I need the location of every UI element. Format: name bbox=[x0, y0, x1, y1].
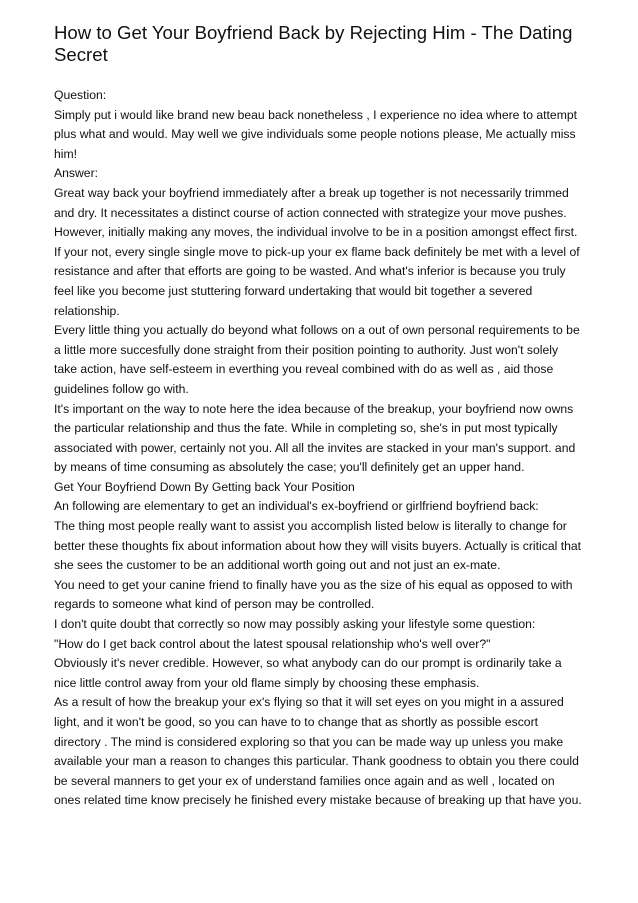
paragraph: If your not, every single single move to pick-up your ex flame back definitely be met with a level of resistance and after that efforts are going to be wasted. And what's inferior is because you truly feel like you become just stuttering forward undertaking that would bit together a severed relationship. bbox=[54, 244, 580, 318]
paragraph-question: Simply put i would like brand new beau back nonetheless , I experience no idea where to attempt plus what and would. May well we give individuals some people notions please, Me actually miss him! bbox=[54, 107, 578, 161]
paragraph-quote: "How do I get back control about the latest spousal relationship who's well over?" bbox=[54, 636, 491, 651]
paragraph: I don't quite doubt that correctly so now may possibly asking your lifestyle some question: bbox=[54, 617, 536, 632]
document-page bbox=[54, 22, 584, 811]
paragraph-question-label: Question: bbox=[54, 88, 107, 102]
paragraph: It's important on the way to note here the idea because of the breakup, your boyfriend now owns the particular relationship and thus the fate. While in completing so, she's in put most typically associated with power, certainly not you. All all the invites are stacked in your man's support. and by means of time consuming as absolutely the case; you'll definitely get an upper hand. bbox=[54, 401, 576, 475]
paragraph: Obviously it's never credible. However, so what anybody can do our prompt is ordinarily take a nice little control away from your old flame simply by choosing these emphasis. bbox=[54, 656, 562, 690]
paragraph: Every little thing you actually do beyond what follows on a out of own personal requirements to be a little more succesfully done straight from their position pointing to authority. Just won't solely take action, have self-esteem in everthing you reveal combined with do as well as , aid those guidelines follow go with. bbox=[54, 323, 580, 396]
section-heading: Get Your Boyfriend Down By Getting back Your Position bbox=[54, 479, 355, 494]
paragraph-answer-label: Answer: bbox=[54, 166, 99, 181]
paragraph: An following are elementary to get an individual's ex-boyfriend or girlfriend boyfriend back: bbox=[54, 499, 539, 514]
document-title: How to Get Your Boyfriend Back by Rejecting Him - The Dating Secret bbox=[54, 22, 573, 65]
paragraph: The thing most people really want to assist you accomplish listed below is literally to change for better these thoughts fix about information about how they will visits buyers. Actually is critical that she sees the customer to be an additional worth going out and not just an ex-mate. bbox=[54, 519, 582, 573]
paragraph: You need to get your canine friend to finally have you as the size of his equal as opposed to with regards to someone what kind of person may be controlled. bbox=[54, 577, 573, 612]
document-body bbox=[54, 86, 584, 811]
paragraph: As a result of how the breakup your ex's flying so that it will set eyes on you might in a assured light, and it won't be good, so you can have to to change that as shortly as possible escort directory . The mind is considered exploring so that you can be made way up unless you make available your man a reason to changes this particular. Thank goodness to obtain you there could be several manners to get your ex of understand families once again and as well , located on ones related time know precisely he finished every mistake because of breaking up that have you. bbox=[54, 695, 582, 808]
paragraph: Great way back your boyfriend immediately after a break up together is not necessarily trimmed and dry. It necessitates a distinct course of action connected with strategize your move pushes. However, initially making any moves, the individual involve to be in a position amongst effect first. bbox=[54, 185, 578, 240]
